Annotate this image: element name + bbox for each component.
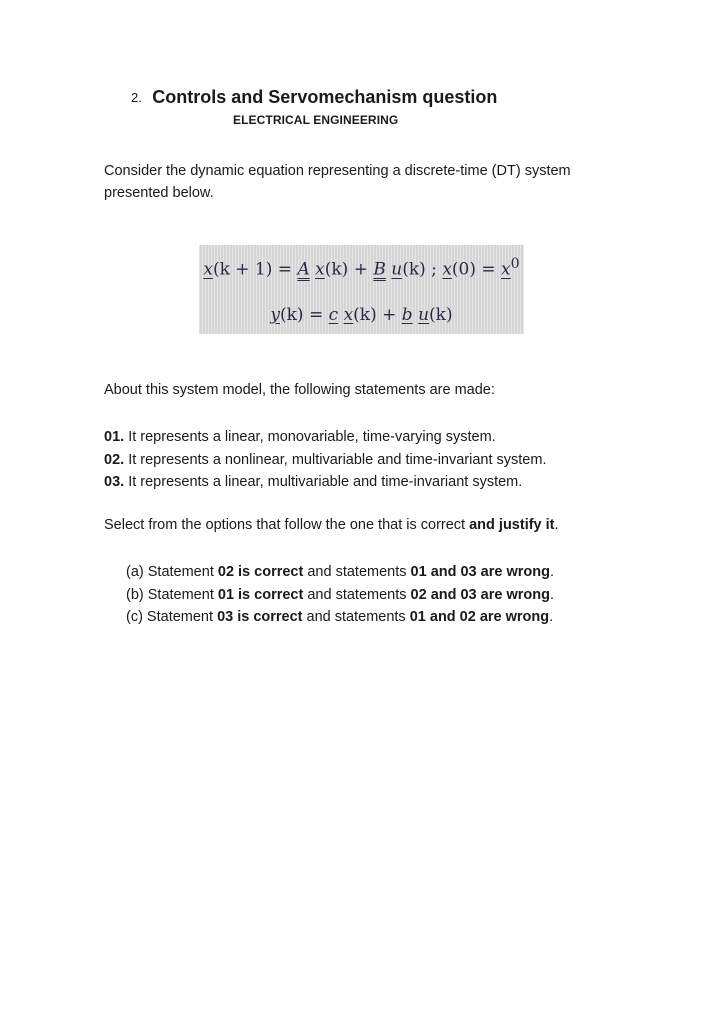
- question-number: 2.: [131, 90, 142, 105]
- statement-02: 02. It represents a nonlinear, multivariable and time-invariant system.: [104, 451, 547, 468]
- question-subject: ELECTRICAL ENGINEERING: [233, 113, 399, 127]
- option-c: (c) Statement 03 is correct and statements 01 and 02 are wrong.: [126, 609, 554, 625]
- question-title: Controls and Servomechanism question: [152, 87, 498, 107]
- question-header: [131, 87, 497, 108]
- equation-image: [199, 245, 524, 334]
- state-equation: x(k + 1) = A x(k) + B u(k) ; $x(0) = x^0$: [203, 256, 520, 280]
- statements-intro: About this system model, the following statements are made:: [104, 382, 495, 398]
- statement-01: 01. It represents a linear, monovariable, time-varying system.: [104, 429, 496, 445]
- output-equation: y(k) = c x(k) + b u(k): [270, 305, 453, 325]
- statement-03: 03. It represents a linear, multivariable and time-invariant system.: [104, 474, 523, 490]
- instruction-text: Select from the options that follow the one that is correct and justify it.: [104, 517, 559, 533]
- option-b: (b) Statement 01 is correct and statements 02 and 03 are wrong.: [126, 586, 554, 603]
- options-list: [126, 561, 554, 629]
- intro-paragraph: Consider the dynamic equation representing a discrete-time (DT) system presented below.: [104, 163, 571, 201]
- option-a: (a) Statement 02 is correct and statements 01 and 03 are wrong.: [126, 564, 554, 580]
- statements-list: [104, 426, 546, 494]
